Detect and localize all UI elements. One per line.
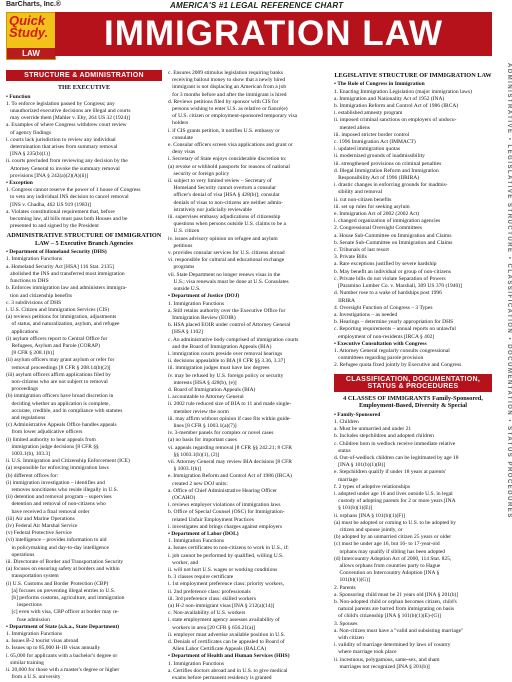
text-line: in policymaking and day-to-day intelligence xyxy=(6,544,109,551)
text-line: abolished the INS and transferred most immigration xyxy=(6,270,125,277)
text-line: (i) limited authority to hear appeals from xyxy=(6,436,96,443)
text-line: b. Senate Sub-Committee on Immigration and Claims xyxy=(334,239,453,246)
text-line: security or foreign policy xyxy=(168,170,230,177)
text-line: of child's citizenship [INA § 101(b)(1)(E)-(G)] xyxy=(334,613,441,620)
text-line: c. Non-availability of U.S. workers xyxy=(168,610,246,617)
text-line: similar training xyxy=(6,659,44,666)
col2-lines xyxy=(168,70,328,682)
classes-lines xyxy=(334,412,492,671)
title-bar xyxy=(55,12,492,56)
text-line: (iii) asylum officers affirm applications filed by xyxy=(6,371,111,378)
text-line: c. Private bills do not violate Separation of Powers xyxy=(334,275,446,282)
text-line: consulate xyxy=(168,134,193,141)
text-line: 1. To enforce legislation passed by Congress; any xyxy=(6,100,115,107)
text-line: i. changed organization of immigration agencies xyxy=(334,218,441,225)
text-line: (a) H-2 non-immigrant visas [INA § 212(a)(14)] xyxy=(168,603,275,610)
text-line: ii. employer must advertise available position in U.S. xyxy=(168,631,286,638)
text-line: d. Board of Immigration Appeals (BIA) xyxy=(168,386,256,393)
text-line: to veto any individual INS decision to cancel removal xyxy=(6,194,129,201)
text-line: i. courts lack jurisdiction to review any individual xyxy=(6,136,116,143)
text-line: iii. Directorate of Border and Transportation Security xyxy=(6,559,124,566)
text-line: i. state employment agency assesses availability of xyxy=(168,617,280,624)
text-line: (i) asylum officers report to Central Office for xyxy=(6,335,108,342)
heading-admin-structure: ADMINISTRATIVE STRUCTURE OF IMMIGRATION LAW – 5 Executive Branch Agencies xyxy=(6,232,162,247)
text-line: [c] even with visa, CBP officer at border may re- xyxy=(6,609,120,616)
text-line: workers in area [20 CFR § 656.21(a)] xyxy=(168,624,256,631)
text-line: ii. 2002 rule reduced size of BIA to 11 and made single- xyxy=(168,401,292,408)
text-line: i. if CIS grants petition, it notifies U.S. embassy or xyxy=(168,127,280,134)
text-line: questions when persons outside U.S. claims to be a xyxy=(168,221,286,228)
text-line: operations xyxy=(6,551,35,558)
text-line: worker, and xyxy=(168,559,199,566)
text-line: 1. Immigration Functions xyxy=(168,300,225,307)
text-line: immigrant is not displacing an American from a job xyxy=(168,84,287,91)
text-line: created 2 new DOJ units: xyxy=(168,480,228,487)
text-line: a. Violates constitutional requirement that, before xyxy=(6,208,115,215)
text-line: for 3 months before and after the immigrant is hired xyxy=(168,91,287,98)
text-line: d. Number rose to a wake of hardships post 1996 xyxy=(334,290,442,297)
text-line: [8 CFR § 208.1(b)] xyxy=(6,350,54,357)
text-line: • Department of Justice (DOJ) xyxy=(168,293,240,300)
section-band-classification: CLASSIFICATION, DOCUMENTATION, STATUS & PROCEDURES xyxy=(334,374,492,392)
text-line: a. Certifies doctors abroad and in U.S. to give medical xyxy=(168,667,288,674)
text-line: ii. courts precluded from reviewing any decision by the xyxy=(6,158,128,165)
text-line: • The Role of Congress in Immigration xyxy=(334,81,425,88)
text-line: ii. 20,000 for those with a master's degree or higher xyxy=(6,667,120,674)
column-3 xyxy=(334,70,492,674)
text-line: • Department of Health and Human Services (HHS) xyxy=(168,653,290,660)
text-line: and regulations xyxy=(6,414,46,421)
text-line: [a] focuses on preventing illegal entries to U.S. xyxy=(6,587,116,594)
text-line: • Department of Homeland Security (DHS) xyxy=(6,249,107,256)
text-line: iii. strengthened provisions on criminal penalties xyxy=(334,160,442,167)
text-line: mented aliens xyxy=(334,124,370,131)
text-line: b. Enforces immigration law and administers immigra- xyxy=(6,285,127,292)
text-line: d. Denials of certificates can be appealed to Board of xyxy=(168,639,285,646)
text-line: IIRIRA xyxy=(334,297,355,304)
text-line: vii. Attorney General may review BIA decisions [8 CFR xyxy=(168,458,292,465)
text-line: c. An administrative body comprised of immigration courts xyxy=(168,336,299,343)
text-line: [b] performs customs, agriculture, and immigration xyxy=(6,595,125,602)
text-line: (vi) intelligence – provides information to aid xyxy=(6,537,107,544)
tagline: AMERICA'S #1 LEGAL REFERENCE CHART xyxy=(170,1,344,10)
text-line: presented to and signed by the President xyxy=(6,223,99,230)
text-line: a. Non-citizen must have a "valid and subsisting marriage" xyxy=(334,627,464,634)
heading-4-classes: 4 CLASSES OF IMMIGRANTS Family-Sponsored, Employment-Based, Diversity & Special xyxy=(343,394,483,410)
text-line: i. immigration courts preside over removal hearings xyxy=(168,350,283,357)
text-line: § 101(b)(1)(E)] xyxy=(334,505,373,512)
text-line: a. Office of Chief Administrative Hearing Officer xyxy=(168,487,277,494)
text-line: 2. Congressional Oversight Committees xyxy=(334,225,422,232)
text-line: ii. incestuous, polygamous, same-sex, and sham xyxy=(334,656,440,663)
text-line: removal proceedings [8 CFR § 208.14(b)(2)] xyxy=(6,364,111,371)
text-line: vi. appeals regarding removal [8 CFR §§ 242.21; 8 CFR xyxy=(168,444,292,451)
text-line: ii. orphans [INA § 101(b)(1)(F)] xyxy=(334,512,406,519)
text-line: 1. Immigration Functions xyxy=(168,660,225,667)
text-line: (d) Intercountry Adoption Act of 2000, 114 Stat. 825, xyxy=(334,555,452,562)
text-line: [INS v. Chadha, 462 US 919 (1983)] xyxy=(6,201,92,208)
text-line: ii. modernized grounds of inadmissibility xyxy=(334,153,425,160)
text-line: [Paramino Lumber Co. v. Marshall, 309 US 370 (1940)] xyxy=(334,283,462,290)
text-line: (v) Federal Protective Service xyxy=(6,530,72,537)
text-line: 2. Parents xyxy=(334,584,356,591)
text-line: e. Immigration Reform and Control Act of 1986 (IRCA) xyxy=(168,473,292,480)
text-line: iii. 3rd preference class: skilled workers xyxy=(168,595,256,602)
heading-executive: THE EXECUTIVE xyxy=(57,84,111,92)
text-line: ii. subject to very limited review – Secretary of xyxy=(168,178,272,185)
text-line: non-citizens who are not subject to removal xyxy=(6,378,108,385)
text-line: Immigration Review (EOIR) xyxy=(168,314,236,321)
text-line: detention and removal of non-citizens who xyxy=(6,501,106,508)
text-line: (b) immigration officers have broad discretion in xyxy=(6,393,114,400)
text-line: exams before permanent residency is granted xyxy=(168,675,272,682)
text-line: denials of visas to non-citizens are neither admin- xyxy=(168,199,284,206)
text-line: f. 2 types of adoptive relationships xyxy=(334,483,411,490)
text-line: (iii) Air and Marine Operations xyxy=(6,515,75,522)
text-line: ii. decisions appealable to BIA [8 CFR §§ 3.36, 3.37] xyxy=(168,358,286,365)
text-line: outside U.S. xyxy=(168,286,201,293)
publisher: BarCharts, Inc.® xyxy=(6,1,61,8)
text-line: have received a final removal order xyxy=(6,508,90,515)
text-line: c. 3 subdivisions of DHS xyxy=(6,299,62,306)
logo-text: Quick Study. xyxy=(9,13,49,40)
text-line: vi. responsible for cultural and educational exchange xyxy=(168,257,285,264)
text-line: committees regarding parole provision xyxy=(334,355,424,362)
text-line: interests [HSA § 428(b), (e)] xyxy=(168,379,237,386)
text-line: e. Immigration Act of 2002 (2002 Act) xyxy=(334,211,420,218)
text-line: (b) adopted by an unmarried citizen 25 years or older xyxy=(334,534,452,541)
text-line: • Department of Labor (DOL) xyxy=(168,531,239,537)
text-line: (a) must be adopted or coming to U.S. to be adopted by xyxy=(334,519,457,526)
text-line: (i) immigration investigation – identifies and xyxy=(6,479,105,486)
text-line: Alien Labor Certificate Appeals (BALCA) xyxy=(168,646,267,653)
text-line: 1003.1(b), 103.3] xyxy=(6,450,50,457)
side-strip xyxy=(494,60,512,660)
text-line: (a) revoke or withhold passports for reasons of national xyxy=(168,163,290,170)
top-bar xyxy=(0,0,510,12)
text-line: (c) Administrative Appeals Office handles appeals xyxy=(6,422,117,429)
page-title: IMMIGRATION LAW xyxy=(103,14,444,53)
text-line: c. Reporting requirements – annual reports on unlawful xyxy=(334,326,456,333)
text-line: d. Illegal Immigration Reform and Immigration xyxy=(334,167,439,174)
text-line: 101(b)(1)(G)] xyxy=(334,577,371,584)
text-line: removes noncitizens who reside illegally in U.S. xyxy=(6,486,119,493)
text-line: ii. will not hurt U.S. wages or working conditions xyxy=(168,567,278,574)
text-line: tion and citizenship benefits xyxy=(6,292,72,299)
text-line: determination that arises from summary removal xyxy=(6,144,118,151)
text-line: a. Issues B-2 tourist visas abroad xyxy=(6,638,79,645)
text-line: marriage xyxy=(334,476,358,483)
text-line: with citizen xyxy=(334,635,364,642)
text-line: and the Board of Immigration Appeals (BIA) xyxy=(168,343,272,350)
text-line: §§ 1003.1(b)(1), (2)] xyxy=(168,451,220,458)
text-line: 3. Spouses xyxy=(334,620,358,627)
logo-subject: LAW xyxy=(7,48,55,59)
text-line: receiving bailout money to show that a newly hired xyxy=(168,77,286,84)
text-line: a. Still retains authority over the Executive Office for xyxy=(168,307,286,314)
text-line: iii. set up rules for seeking asylum xyxy=(334,203,410,210)
text-line: deny visas xyxy=(168,149,196,156)
text-line: lines [8 CFR § 1003.1(a)(7)] xyxy=(168,422,237,429)
text-line: b. HSA placed EOIR under control of Attorney General xyxy=(168,322,291,329)
text-line: Homeland Security cannot overturn a consular xyxy=(168,185,276,192)
text-line: e. Stepchildren qualify if under 18 years at parents' xyxy=(334,469,447,476)
text-line: d. Reviews petitions filed by sponsor with CIS for xyxy=(168,98,279,105)
text-line: from lower adjudicative officers xyxy=(6,429,83,436)
text-line: a. Rare exceptions justified by severe hardship xyxy=(334,261,437,268)
text-line: b. Includes stepchildren and adopted children xyxy=(334,433,434,440)
text-line: iv. issues advisory opinion on refugee and asylum xyxy=(168,235,278,242)
text-line: • Department of State (a.k.a., State Department) xyxy=(6,623,120,630)
text-line: petitions xyxy=(168,242,193,249)
text-line: officer's denial of visa [HSA § 428(b)]; consular xyxy=(168,192,280,199)
text-line: c. Ensures 2009 stimulus legislation requiring banks xyxy=(168,70,284,76)
text-line: i. job cannot be performed by qualified, willing U.S. xyxy=(168,552,284,559)
text-line: d. Out-of-wedlock children can be legitimated by age 18 xyxy=(334,454,459,461)
legislative-lines xyxy=(334,81,492,369)
text-line: 1. Congress cannot reserve the power of 1 house of Congress xyxy=(6,187,141,194)
text-line: a. Sponsoring child must be 21 years old [INA § 201(b)] xyxy=(334,591,459,598)
text-line: natural parents are barred from immigrating on basis xyxy=(334,606,455,613)
text-line: member review the norm xyxy=(168,408,229,415)
text-line: (ii) detention and removal program – supervises xyxy=(6,494,112,501)
text-line: b. Issues up to 85,000 H-1B visas annually xyxy=(6,645,101,652)
text-line: a. Examples of where Congress withdrew court review xyxy=(6,122,127,129)
text-line: c. 1996 Immigration Act (IMMACT) xyxy=(334,139,416,146)
text-line: becoming law, all bills must pass both Houses and be xyxy=(6,216,128,223)
text-line: ii. 2nd preference class: professionals xyxy=(168,588,251,595)
text-line: unauthorized executive decisions are illegal and courts xyxy=(6,108,131,115)
text-line: where marriage took place xyxy=(334,649,397,656)
text-line: (b) different offices for: xyxy=(6,472,59,479)
text-line: c. Tribunals of last resort xyxy=(334,247,389,254)
text-line: fuse admission xyxy=(6,616,50,623)
text-line: iii. imposed stricter border control xyxy=(334,131,410,138)
text-line: • Family-Sponsored xyxy=(334,411,381,418)
text-line: inspections xyxy=(6,602,42,609)
column-2 xyxy=(168,70,328,682)
text-line: 2. Refugee quota fixed jointly by Executive and Congress xyxy=(334,362,462,369)
text-line: (c) must be under age 16, but 16- to 17-year-old xyxy=(334,541,440,548)
text-line: a. Issues certificates to non-citizens to work in U.S., if: xyxy=(168,545,289,552)
text-line: i. 1st employment preference class: priority workers, xyxy=(168,581,285,588)
text-line: employment of non-residents [IRCA § 402] xyxy=(334,333,435,340)
text-line: i. drastic changes in enforcing grounds for inadmis- xyxy=(334,182,448,189)
text-line: 1. Immigration Functions xyxy=(6,256,63,263)
text-line: Refugees, Asylum and Parole (CORAP) xyxy=(6,342,100,349)
text-line: e. Consular officers screen visa applications and grant or xyxy=(168,142,293,149)
text-line: a. Investigations – as needed xyxy=(334,311,398,318)
text-line: [INA § 101(b)(1)(B)] xyxy=(334,462,386,469)
text-line: b. Office of Special Counsel (OSC) for Immigration- xyxy=(168,509,285,516)
text-line: a. Immigration and Nationality Act of 1952 (INA) xyxy=(334,95,445,102)
text-line: programs xyxy=(168,264,195,271)
text-line: b. 3 classes require certificate xyxy=(168,574,234,581)
text-line: i. accountable to Attorney General xyxy=(168,394,244,401)
text-line: (a) no basis for important cases xyxy=(168,437,237,444)
text-line: i. adopted under age 16 and lives outside U.S. in legal xyxy=(334,490,453,497)
text-line: Attorney General to invoke the summary removal xyxy=(6,165,120,172)
text-line: i. U.S. Citizen and Immigration Services (CIS) xyxy=(6,306,110,313)
text-line: from a U.S. university xyxy=(6,674,61,681)
text-line: i. 65,000 for applicants with a bachelor's degree or xyxy=(6,652,118,659)
text-line: citizen and spouse jointly, or xyxy=(334,527,403,533)
text-line: iv. 3-member panels for complex or novel cases xyxy=(168,430,274,437)
text-line: (a) reviews petitions for immigration, adjustments xyxy=(6,314,117,321)
text-line: related Unfair Employment Practices xyxy=(168,516,254,523)
section-band-structure: STRUCTURE & ADMINISTRATION xyxy=(6,70,162,81)
text-line: (i) U.S. Customs and Border Protection (CBP) xyxy=(6,580,109,587)
text-line: iii. immigration judges must have law degrees xyxy=(168,365,270,372)
text-line: i. Secretary of State enjoys considerable discretion to: xyxy=(168,156,287,163)
text-line: b. Hearings – determine yearly appropriation for DHS xyxy=(334,319,454,326)
text-line: istratively nor judicially reviewable xyxy=(168,206,252,213)
text-line: persons wishing to enter U.S. as relative or fiancé(e) xyxy=(168,106,288,113)
text-line: 1. Attorney General regularly consults congressional xyxy=(334,347,450,354)
text-line: (OCAHO) xyxy=(168,494,196,501)
text-line: • Exception xyxy=(6,180,33,187)
text-line: b. Immigration Reform and Control Act of 1986 (IRCA) xyxy=(334,103,459,110)
text-line: • Function xyxy=(6,93,31,100)
text-line: [INA § 235(b)(1)] xyxy=(6,151,50,158)
text-line: allows orphans from countries party to Hague xyxy=(334,563,441,570)
text-line: ii. imposed criminal sanctions on employers of undocu- xyxy=(334,117,457,124)
text-line: Responsibility Act of 1996 (IIRIRA) xyxy=(334,175,420,182)
text-line: custody of adopting parents for 2 or more years [INA xyxy=(334,498,456,505)
quick-study-logo xyxy=(6,12,56,60)
text-line: i. established amnesty program xyxy=(334,110,403,117)
text-line: U.S. citizen xyxy=(168,228,200,235)
text-line: v. provides consular services for U.S. citizens abroad xyxy=(168,250,285,257)
text-line: ii. U.S. Immigration and Citizenship Enforcement (ICE) xyxy=(6,458,130,465)
admin-lines xyxy=(6,249,162,681)
text-line: 4. Oversight Function of Congress – 3 Types xyxy=(334,304,433,311)
text-line: ii. cut non-citizen benefits xyxy=(334,196,392,203)
text-line: (a) responsible for enforcing immigration laws xyxy=(6,465,109,472)
text-line: vii. State Department no longer renews visas in the xyxy=(168,271,281,278)
text-line: 1. Enacting Immigration Legislation (major immigration laws) xyxy=(334,88,472,95)
text-line: iii. supervises embassy adjudications of citizenship xyxy=(168,214,281,221)
text-line: 1. Immigration Functions xyxy=(6,631,63,638)
text-line: U.S.; visa renewals must be done at U.S. Consulates xyxy=(168,278,289,285)
text-line: 3. Private Bills xyxy=(334,254,367,261)
text-line: 1. Immigration Functions xyxy=(168,538,225,545)
heading-legislative: LEGISLATIVE STRUCTURE OF IMMIGRATION LAW xyxy=(334,72,492,79)
text-line: a. Homeland Security Act [HSA] 116 Stat. 2135] xyxy=(6,263,114,270)
text-line: functions to DHS xyxy=(6,278,49,285)
text-line: holders xyxy=(168,120,189,127)
text-line: • Executive Consultation with Congress xyxy=(334,340,427,347)
side-text: ADMINISTRATIVE • LEGISLATIVE STRUCTURE • CLASSIFICATION • DOCUMENTATION • STATUS PROCEDURES xyxy=(506,63,512,519)
column-1 xyxy=(6,70,162,681)
text-line: (a) focuses on ensuring safety at borders and within xyxy=(6,566,120,573)
text-line: of U.S. citizen or employment-sponsored temporary visa xyxy=(168,113,298,120)
text-line: status xyxy=(334,447,351,454)
text-line: i. updated immigration quotas xyxy=(334,146,400,153)
text-line: of status, and naturalization, asylum, and refugee xyxy=(6,321,120,328)
text-line: accurate, credible, and in compliance with statutes xyxy=(6,407,123,414)
text-line: deciding whether an application is complete, xyxy=(6,400,110,407)
text-line: (iv) Federal Air Marshal Service xyxy=(6,523,78,529)
text-line: i. reviews employer violations of immigration laws xyxy=(168,502,281,509)
text-line: i. validity of marriage determined by laws of country xyxy=(334,642,451,649)
text-line: sibility and removal xyxy=(334,189,383,196)
text-line: 1. Children xyxy=(334,418,359,425)
text-line: proceedings xyxy=(6,386,39,393)
text-line: provisions [INA § 242(a)(2)(A)(ii)] xyxy=(6,172,89,179)
text-line: b. May benefit an individual or group of non-citizens xyxy=(334,268,451,275)
text-line: Convention on Intercountry Adoption [INA § xyxy=(334,570,440,577)
text-line: of agency findings xyxy=(6,129,52,136)
text-line: immigration judge decisions [8 CFR §§ xyxy=(6,443,99,450)
text-line: orphans may qualify if sibling has been adopted xyxy=(334,548,446,555)
text-line: may override them [Mahler v. Eby, 264 US 32 (1924)] xyxy=(6,115,130,122)
text-line: § 1003.1(h)] xyxy=(168,466,201,473)
text-line: transportation system xyxy=(6,573,59,580)
text-line: [HSA § 1102] xyxy=(168,329,203,336)
text-line: i. investigates and brings charges against employers xyxy=(168,523,282,530)
executive-lines xyxy=(6,94,162,231)
text-line: a. Must be unmarried and under 21 xyxy=(334,426,412,433)
text-line: applications xyxy=(6,328,39,335)
text-line: c. Children born in wedlock receive immediate relative xyxy=(334,440,456,447)
text-line: a. House Sub-Committee on Immigration and Claims xyxy=(334,232,452,239)
text-line: iii. may affirm without opinion if case fits within guide- xyxy=(168,415,292,422)
text-line: (ii) asylum officers may grant asylum or refer for xyxy=(6,357,115,364)
text-line: b. Non-adopted child or orphan becomes citizen, child's xyxy=(334,599,457,606)
text-line: marriages not recognized [INA § 201(b)] xyxy=(334,663,430,670)
text-line: iv. may be refused by U.S. foreign policy or security xyxy=(168,372,284,379)
